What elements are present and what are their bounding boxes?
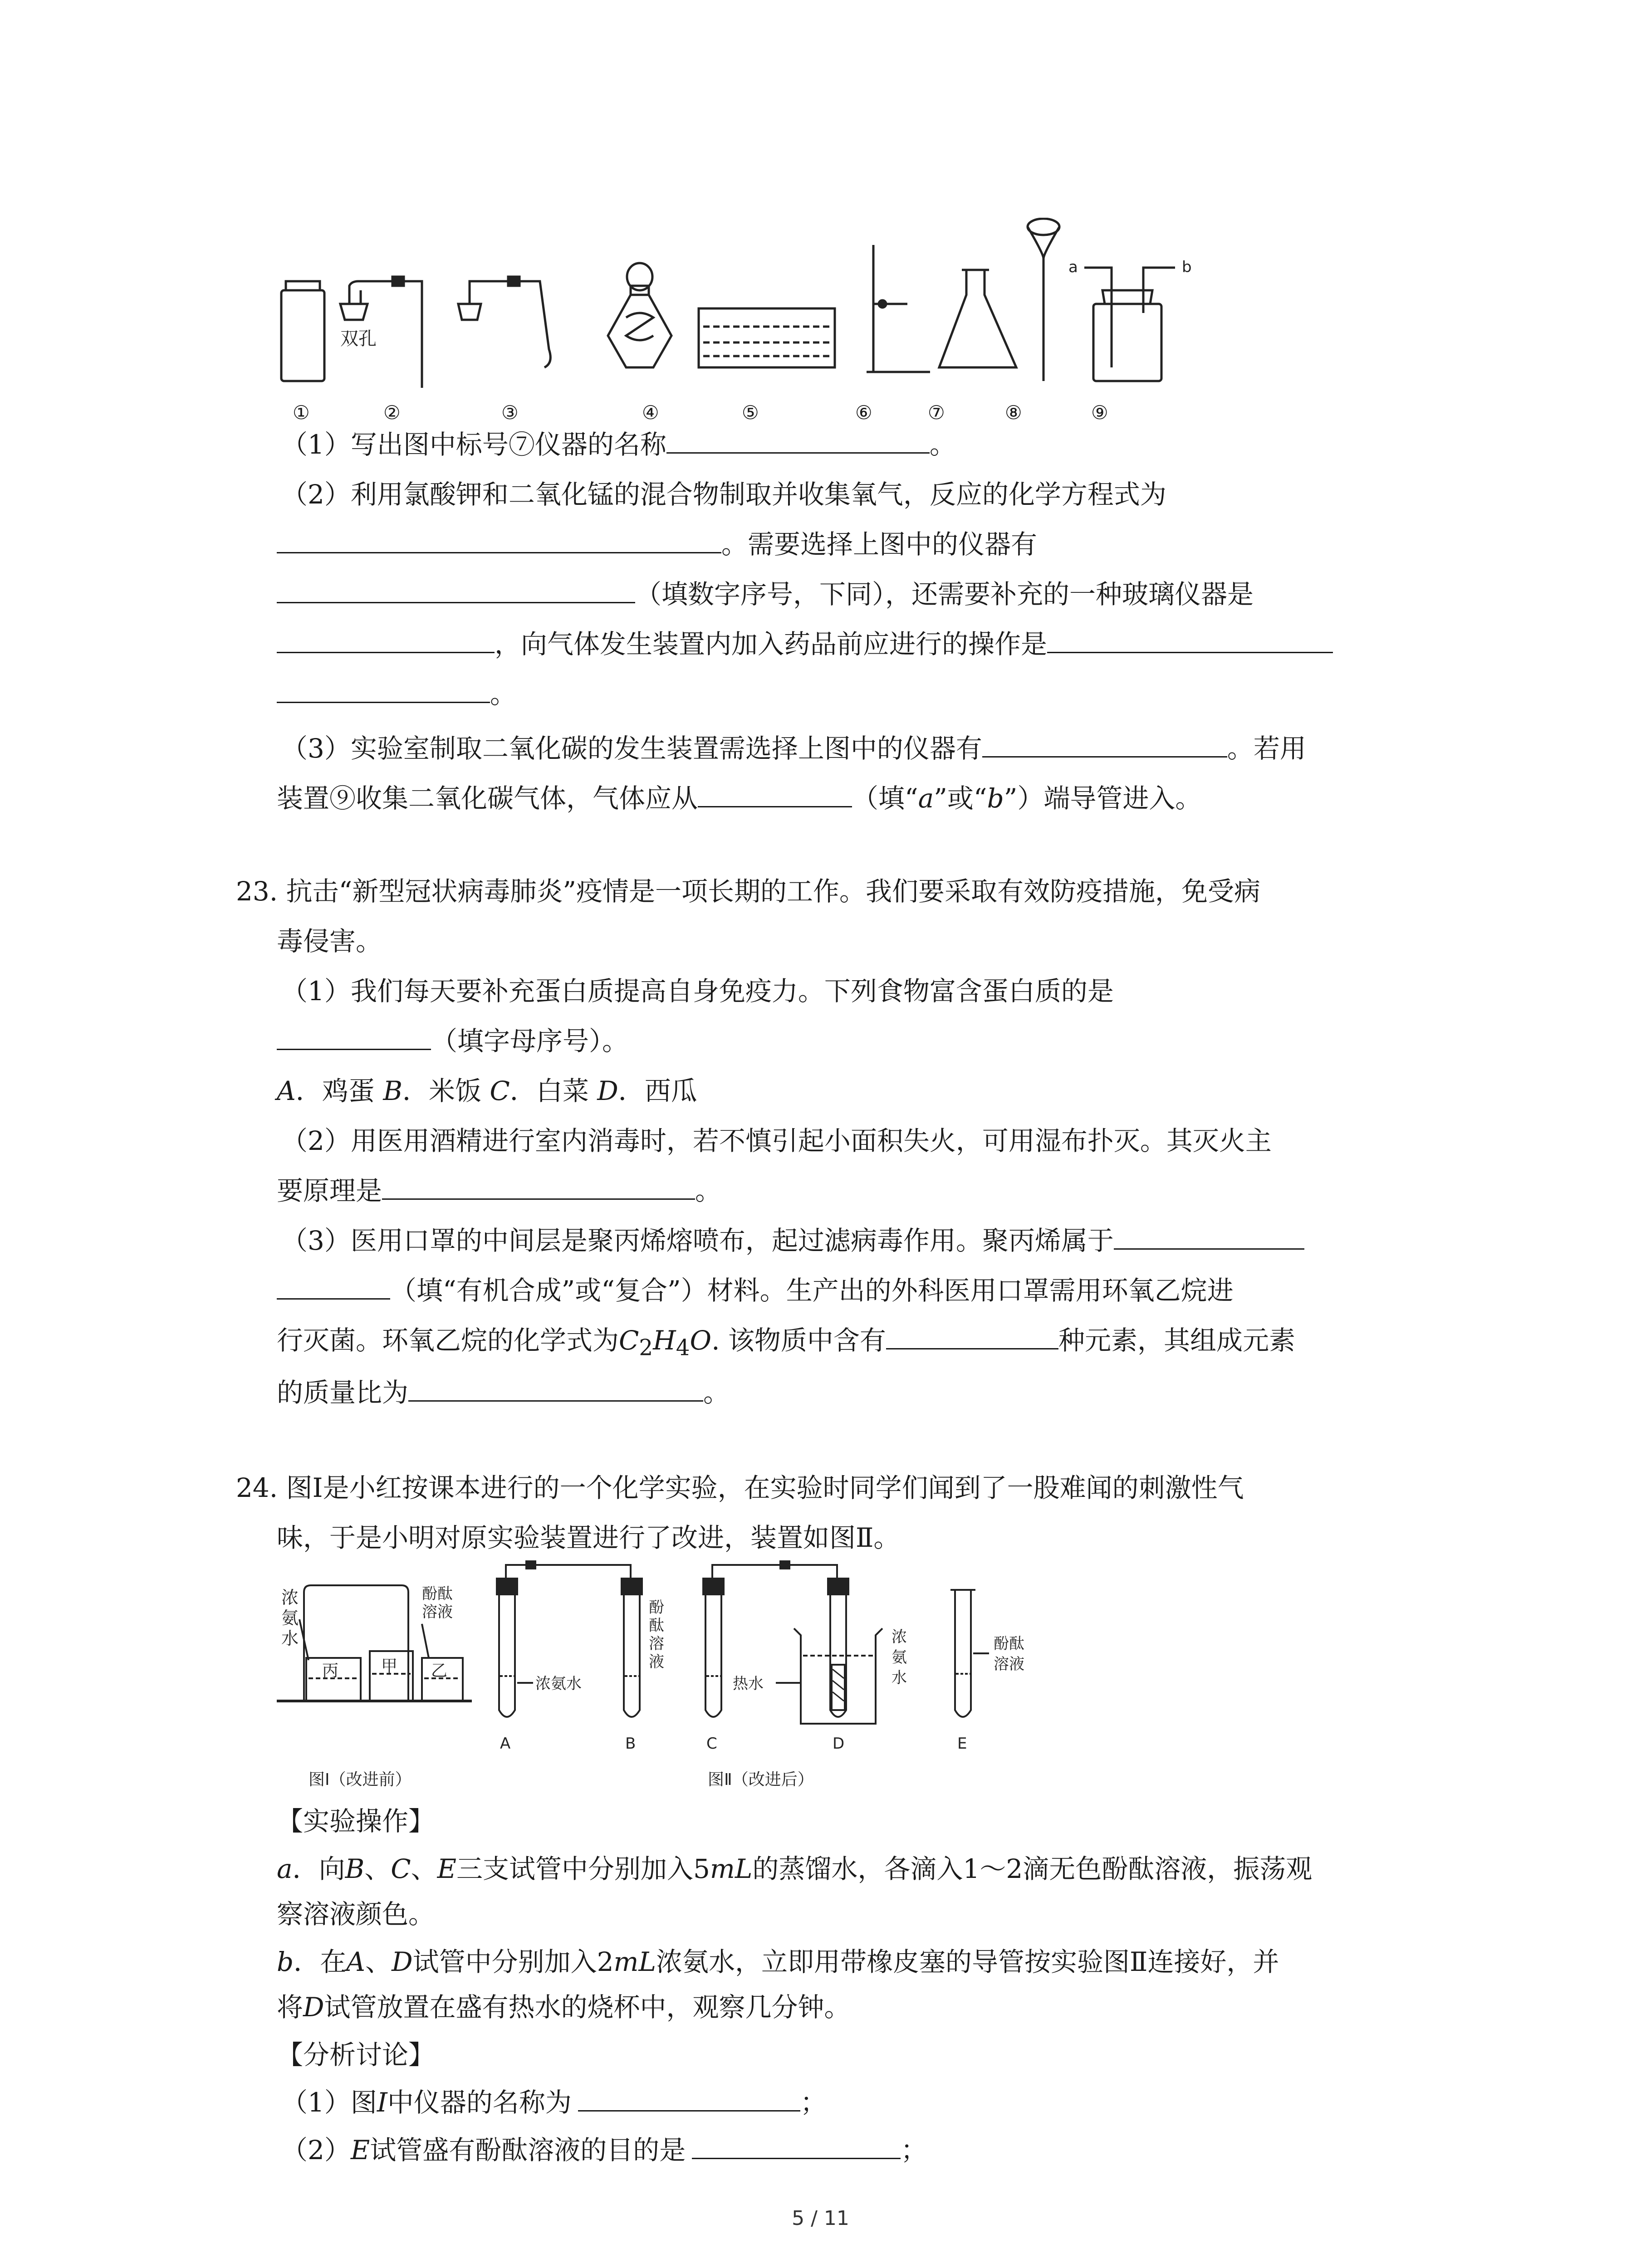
svg-text:热水: 热水 xyxy=(733,1675,764,1693)
fig-num-8: ⑧ xyxy=(1005,401,1022,424)
iron-stand-6 xyxy=(867,245,930,372)
answer-blank[interactable] xyxy=(382,1175,695,1200)
figure-1-before xyxy=(277,1585,472,1701)
svg-text:氨: 氨 xyxy=(281,1608,299,1628)
page-number: 5 / 11 xyxy=(792,2207,849,2230)
svg-text:浓: 浓 xyxy=(892,1628,907,1646)
q23-part3-line1: （3）医用口罩的中间层是聚丙烯熔喷布，起过滤病毒作用。聚丙烯属于 xyxy=(281,1225,1304,1256)
q22-part2-line4: ，向气体发生装置内加入药品前应进行的操作是 xyxy=(277,628,1333,660)
answer-blank[interactable] xyxy=(578,2087,800,2112)
svg-text:E: E xyxy=(957,1735,967,1753)
svg-text:酚酞: 酚酞 xyxy=(994,1635,1024,1653)
answer-blank[interactable] xyxy=(277,578,635,603)
q24-op-b-line2: 将D试管放置在盛有热水的烧杯中，观察几分钟。 xyxy=(277,1992,851,2023)
svg-text:浓: 浓 xyxy=(281,1588,299,1608)
gas-bottle-9 xyxy=(1068,258,1192,381)
svg-text:溶液: 溶液 xyxy=(994,1655,1024,1673)
answer-blank[interactable] xyxy=(886,1325,1058,1349)
answer-blank[interactable] xyxy=(982,733,1227,758)
svg-text:酚: 酚 xyxy=(649,1598,664,1617)
svg-text:B: B xyxy=(625,1735,636,1753)
svg-text:D: D xyxy=(833,1735,845,1753)
svg-text:水: 水 xyxy=(281,1628,299,1648)
q24-analysis-1: （1）图I中仪器的名称为 ； xyxy=(281,2087,827,2118)
q22-part1: （1）写出图中标号⑦仪器的名称 。 xyxy=(281,429,956,460)
q22-part2-line1: （2）利用氯酸钾和二氧化锰的混合物制取并收集氧气，反应的化学方程式为 xyxy=(281,479,1166,510)
conical-flask-7 xyxy=(939,270,1016,367)
q23-part1-line1: （1）我们每天要补充蛋白质提高自身免疫力。下列食物富含蛋白质的是 xyxy=(281,976,1114,1007)
alcohol-lamp-4 xyxy=(608,263,671,367)
figure-1-caption: 图Ⅰ（改进前） xyxy=(309,1770,411,1789)
q23-part2-line1: （2）用医用酒精进行室内消毒时，若不慎引起小面积失火，可用湿布扑灭。其灭火主 xyxy=(281,1125,1272,1156)
two-hole-stopper-2 xyxy=(340,277,422,388)
q23-part3-line2: （填“有机合成”或“复合”）材料。生产出的外科医用口罩需用环氧乙烷进 xyxy=(277,1275,1234,1306)
q23-part1-line2: （填字母序号）。 xyxy=(277,1025,628,1057)
answer-blank[interactable] xyxy=(698,782,852,807)
svg-text:酞: 酞 xyxy=(649,1617,664,1635)
answer-blank[interactable] xyxy=(666,429,930,454)
answer-blank[interactable] xyxy=(277,528,721,553)
figure-2-caption: 图Ⅱ（改进后） xyxy=(708,1770,814,1789)
section-experiment-ops: 【实验操作】 xyxy=(277,1806,435,1837)
svg-text:甲: 甲 xyxy=(381,1657,398,1676)
q23-part2-line2: 要原理是 。 xyxy=(277,1175,722,1206)
answer-blank[interactable] xyxy=(408,1377,703,1402)
fig-num-2: ② xyxy=(383,401,401,424)
fig-num-9: ⑨ xyxy=(1091,401,1108,424)
fig-num-6: ⑥ xyxy=(855,401,872,424)
ammonia-experiment-figure xyxy=(272,1560,1098,1796)
svg-text:酚酞: 酚酞 xyxy=(422,1585,453,1603)
q22-part2-line2: 。需要选择上图中的仪器有 xyxy=(277,528,1037,560)
q22-part2-line3: （填数字序号，下同），还需要补充的一种玻璃仪器是 xyxy=(277,578,1254,610)
q24-op-a-line2: 察溶液颜色。 xyxy=(277,1899,435,1930)
q23-part3-line4: 的质量比为 。 xyxy=(277,1377,730,1408)
answer-blank[interactable] xyxy=(277,1275,390,1300)
svg-text:丙: 丙 xyxy=(322,1662,339,1680)
q24-op-b-line1: b．在A、D试管中分别加入2mL浓氨水，立即用带橡皮塞的导管按实验图Ⅱ连接好，并 xyxy=(277,1946,1279,1977)
svg-text:C: C xyxy=(706,1735,717,1753)
gas-jar-1 xyxy=(281,281,324,381)
svg-text:浓氨水: 浓氨水 xyxy=(535,1675,582,1693)
answer-blank[interactable] xyxy=(277,628,495,653)
apparatus-numbers xyxy=(272,397,1202,424)
water-trough-5 xyxy=(699,308,835,367)
q24-op-a-line1: a．向B、C、E三支试管中分别加入5mL的蒸馏水，各滴入1～2滴无色酚酞溶液，振荡观 xyxy=(277,1853,1313,1884)
svg-text:乙: 乙 xyxy=(431,1662,448,1680)
q24-line2: 味，于是小明对原实验装置进行了改进，装置如图Ⅱ。 xyxy=(277,1522,900,1553)
section-analysis: 【分析讨论】 xyxy=(277,2039,435,2070)
svg-text:A: A xyxy=(500,1735,511,1753)
q23-line2: 毒侵害。 xyxy=(277,926,382,957)
q23-part3-line3: 行灭菌。环氧乙烷的化学式为$C_2H_4O$. 该物质中含有 种元素，其组成元素 xyxy=(277,1325,1295,1361)
apparatus-figure xyxy=(272,218,1202,426)
q23-line1: 23. 抗击“新型冠状病毒肺炎”疫情是一项长期的工作。我们要采取有效防疫措施，免受病 xyxy=(236,876,1260,907)
stopper-bent-tube-3 xyxy=(458,277,550,367)
svg-text:液: 液 xyxy=(649,1653,664,1671)
fig-num-5: ⑤ xyxy=(742,401,759,424)
svg-text:水: 水 xyxy=(892,1669,907,1687)
q23-options: A．鸡蛋 B．米饭 C．白菜 D．西瓜 xyxy=(277,1075,697,1106)
fig-num-7: ⑦ xyxy=(928,401,945,424)
q24-analysis-2: （2）E试管盛有酚酞溶液的目的是 ； xyxy=(281,2135,927,2165)
svg-text:氨: 氨 xyxy=(892,1648,907,1667)
answer-blank[interactable] xyxy=(1114,1225,1304,1250)
answer-blank[interactable] xyxy=(692,2134,901,2159)
fig-num-4: ④ xyxy=(642,401,659,424)
svg-text:溶液: 溶液 xyxy=(422,1603,453,1621)
q22-part2-line5: 。 xyxy=(277,678,516,710)
svg-text:溶: 溶 xyxy=(649,1635,664,1653)
fig-num-3: ③ xyxy=(501,401,519,424)
label-a: a xyxy=(1068,258,1078,276)
answer-blank[interactable] xyxy=(1047,628,1333,653)
q24-line1: 24. 图Ⅰ是小红按课本进行的一个化学实验，在实验时同学们闻到了一股难闻的刺激性气 xyxy=(236,1472,1244,1503)
shuangkong-label: 双孔 xyxy=(340,328,377,349)
fig-num-1: ① xyxy=(293,401,310,424)
q22-part3-line2: 装置⑨收集二氧化碳气体，气体应从 （填“a”或“b”）端导管进入。 xyxy=(277,783,1202,814)
figure-2-after xyxy=(309,1561,1024,1789)
answer-blank[interactable] xyxy=(277,1025,431,1050)
label-b: b xyxy=(1182,258,1192,276)
long-neck-funnel-8 xyxy=(1028,219,1059,381)
q22-part3-line1: （3）实验室制取二氧化碳的发生装置需选择上图中的仪器有 。若用 xyxy=(281,733,1306,764)
answer-blank[interactable] xyxy=(277,678,490,703)
